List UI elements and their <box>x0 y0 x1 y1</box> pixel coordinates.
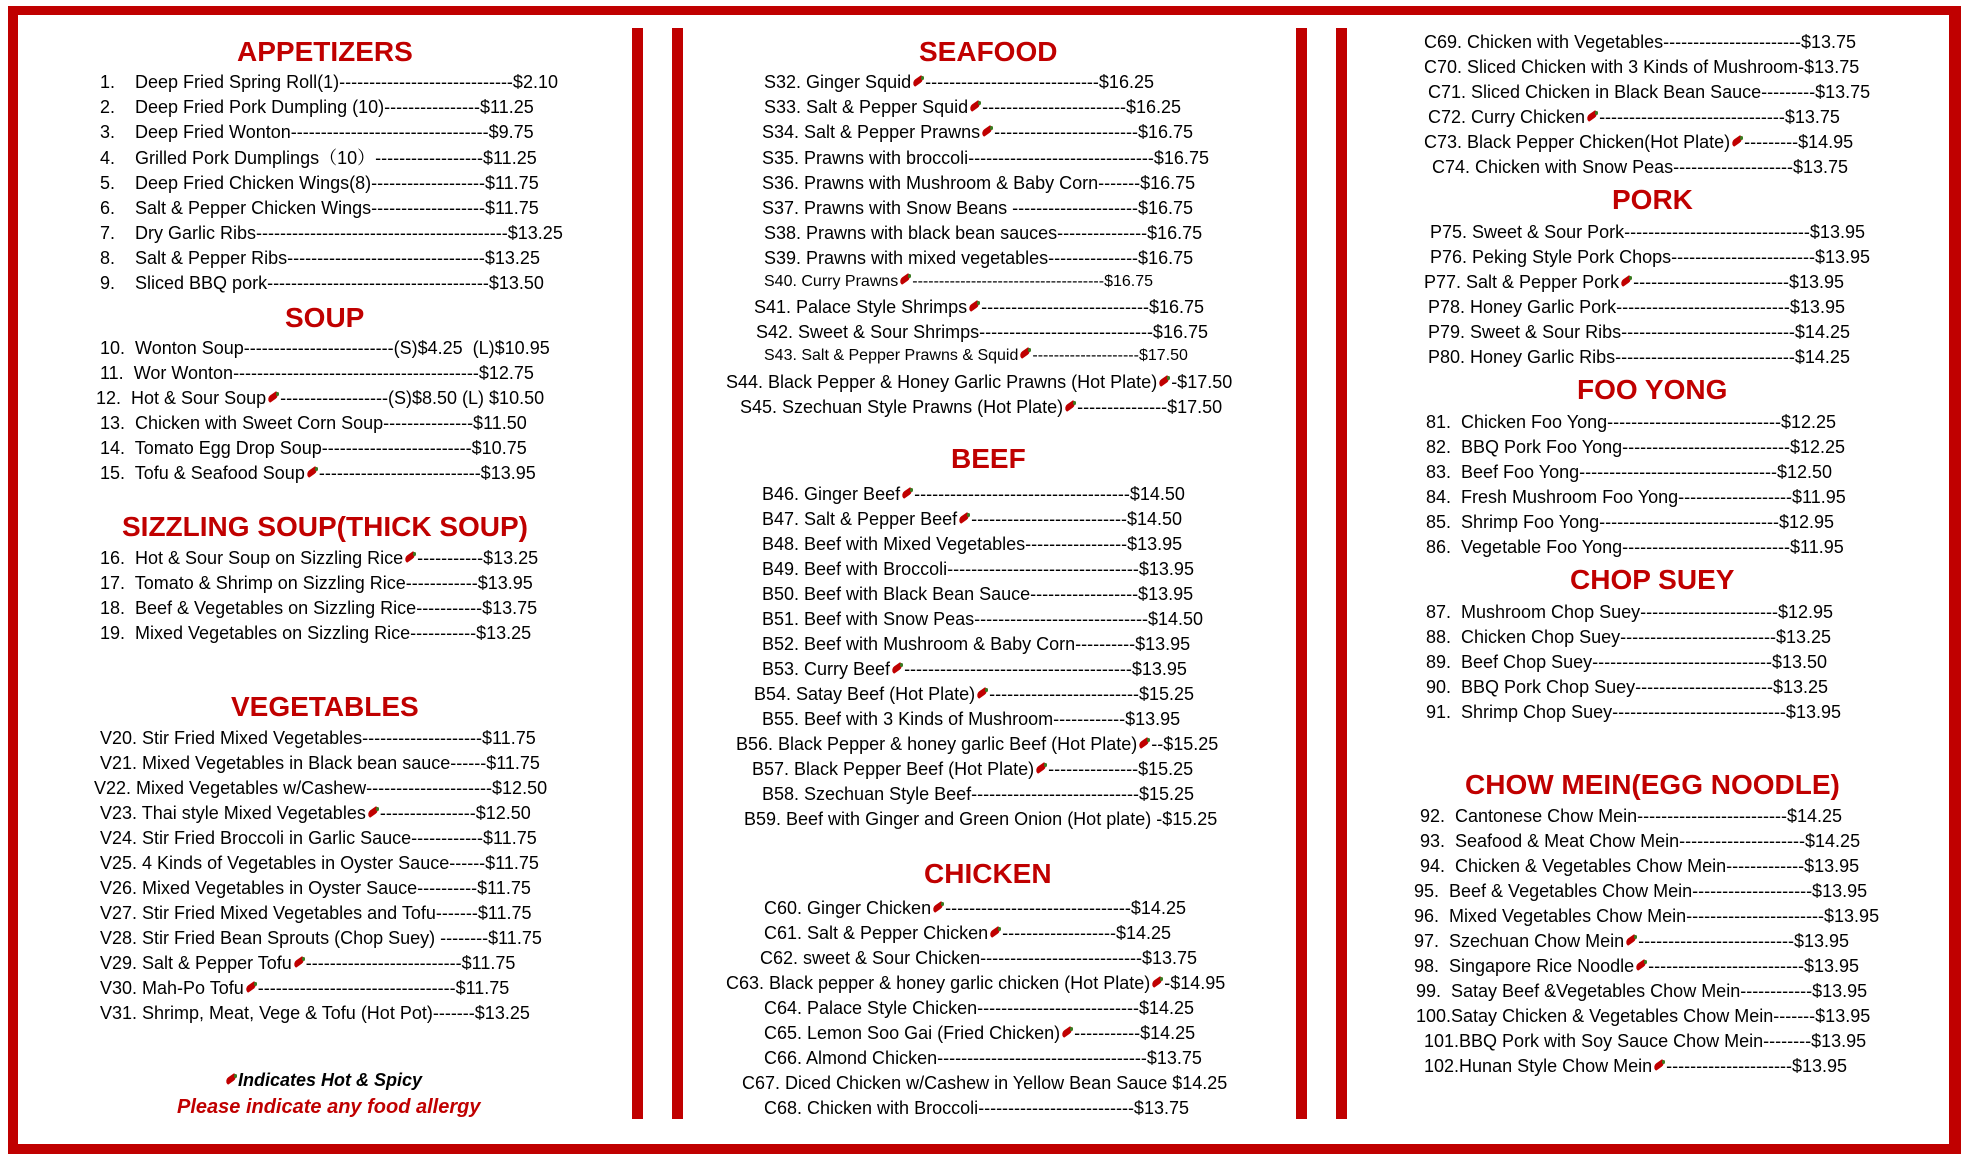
menu-item-text: 97. Szechuan Chow Mein <box>1414 931 1625 951</box>
menu-item-price: -----------$14.25 <box>1074 1023 1196 1043</box>
menu-item-text: V21. Mixed Vegetables in Black bean sauce------$11.75 <box>100 753 540 773</box>
menu-item <box>1416 982 1867 1000</box>
menu-item-text: 94. Chicken & Vegetables Chow Mein-------------$13.95 <box>1420 856 1860 876</box>
menu-item-text: C68. Chicken with Broccoli--------------------------$13.75 <box>764 1098 1189 1118</box>
menu-item-text: C60. Ginger Chicken <box>764 898 932 918</box>
menu-item <box>100 574 533 592</box>
menu-item <box>754 298 1204 316</box>
menu-item-text: P78. Honey Garlic Pork-----------------------------$13.95 <box>1428 297 1845 317</box>
menu-item-price: ------------------------$16.75 <box>994 122 1194 142</box>
menu-item-text: 1. Deep Fried Spring Roll(1)-----------------------------$2.10 <box>100 72 558 92</box>
chili-pepper-icon <box>1586 111 1599 123</box>
menu-item <box>94 779 547 797</box>
menu-item-price: --------------------$17.50 <box>1032 347 1188 364</box>
menu-item-text: C69. Chicken with Vegetables-----------------------$13.75 <box>1424 32 1857 52</box>
menu-item <box>100 754 540 772</box>
menu-item-text: 100.Satay Chicken & Vegetables Chow Mein-------$13.95 <box>1416 1006 1871 1026</box>
menu-item-price: --------------------------$11.75 <box>305 953 516 973</box>
menu-item <box>100 249 540 267</box>
menu-item-text: B59. Beef with Ginger and Green Onion (Hot plate) -$15.25 <box>744 809 1218 829</box>
menu-item-text: 91. Shrimp Chop Suey-----------------------------$13.95 <box>1426 702 1841 722</box>
menu-item <box>100 98 534 116</box>
menu-item-text: 96. Mixed Vegetables Chow Mein-----------------------$13.95 <box>1414 906 1880 926</box>
menu-item <box>100 549 538 567</box>
menu-item-text: 102.Hunan Style Chow Mein <box>1424 1056 1653 1076</box>
menu-item-price: ---------------------------------$11.75 <box>257 978 510 998</box>
section-heading-pork: PORK <box>1612 184 1693 215</box>
menu-item <box>1428 108 1840 126</box>
menu-item-price: ----------------------------$16.75 <box>981 297 1204 317</box>
menu-item <box>1426 513 1834 531</box>
menu-item <box>764 73 1154 91</box>
menu-item-price: -------------------------------$14.25 <box>945 898 1186 918</box>
menu-item-price: --------------------------------------$13.95 <box>904 659 1187 679</box>
menu-item <box>100 123 534 141</box>
chili-pepper-icon <box>899 274 912 286</box>
menu-item-text: 90. BBQ Pork Chop Suey-----------------------$13.25 <box>1426 677 1829 697</box>
chili-pepper-icon <box>306 467 319 479</box>
menu-item <box>1426 678 1828 696</box>
menu-item <box>762 199 1193 217</box>
menu-item <box>1426 438 1845 456</box>
menu-item-text: 89. Beef Chop Suey------------------------------$13.50 <box>1426 652 1827 672</box>
chili-pepper-icon <box>1064 401 1077 413</box>
menu-item-text: 85. Shrimp Foo Yong------------------------------$12.95 <box>1426 512 1834 532</box>
menu-item-text: S38. Prawns with black bean sauces---------------$16.75 <box>764 223 1203 243</box>
spicy-legend <box>224 1070 422 1091</box>
menu-item-text: B50. Beef with Black Bean Sauce------------------$13.95 <box>762 584 1194 604</box>
section-heading-seafood: SEAFOOD <box>919 36 1058 67</box>
menu-item-text: V20. Stir Fried Mixed Vegetables--------------------$11.75 <box>100 728 536 748</box>
chili-pepper-icon <box>1019 348 1032 360</box>
chili-pepper-icon <box>891 663 904 675</box>
menu-item <box>100 829 537 847</box>
menu-item-text: 88. Chicken Chop Suey--------------------------$13.25 <box>1426 627 1832 647</box>
menu-item-text: V28. Stir Fried Bean Sprouts (Chop Suey) --------$11.75 <box>100 928 542 948</box>
menu-item-text: 4. Grilled Pork Dumplings（10）------------------$11.25 <box>100 148 537 168</box>
menu-item <box>100 364 534 382</box>
menu-item <box>762 535 1182 553</box>
menu-item <box>1424 1057 1847 1075</box>
menu-item <box>764 224 1202 242</box>
menu-item <box>762 785 1194 803</box>
menu-item-price: ---------------------------$13.95 <box>318 463 536 483</box>
menu-item-text: V26. Mixed Vegetables in Oyster Sauce----------$11.75 <box>100 878 531 898</box>
chili-pepper-icon <box>404 552 417 564</box>
menu-item <box>762 123 1193 141</box>
menu-item-text: V31. Shrimp, Meat, Vege & Tofu (Hot Pot)-------$13.25 <box>100 1003 530 1023</box>
section-heading-appetizers: APPETIZERS <box>237 36 413 67</box>
menu-item <box>1414 932 1849 950</box>
menu-item-text: C72. Curry Chicken <box>1428 107 1586 127</box>
menu-item-text: 99. Satay Beef &Vegetables Chow Mein------------$13.95 <box>1416 981 1868 1001</box>
menu-item <box>100 464 536 482</box>
menu-item <box>726 974 1225 992</box>
menu-item <box>1424 273 1844 291</box>
menu-item-text: 95. Beef & Vegetables Chow Mein--------------------$13.95 <box>1414 881 1868 901</box>
chili-pepper-icon <box>1635 960 1648 972</box>
column-divider <box>672 28 683 1119</box>
menu-item <box>100 624 531 642</box>
section-heading-vegetables: VEGETABLES <box>231 691 419 722</box>
menu-item-text: 15. Tofu & Seafood Soup <box>100 463 305 483</box>
menu-item <box>740 398 1222 416</box>
menu-item <box>100 73 558 91</box>
menu-item <box>100 929 542 947</box>
menu-item-price: ------------------(S)$8.50 (L) $10.50 <box>280 388 545 408</box>
menu-item-price: ---------$14.95 <box>1744 132 1854 152</box>
menu-item-text: S44. Black Pepper & Honey Garlic Prawns (Hot Plate) <box>726 372 1158 392</box>
menu-item <box>764 924 1171 942</box>
menu-item-text: 84. Fresh Mushroom Foo Yong-------------------$11.95 <box>1426 487 1846 507</box>
menu-item-text: B56. Black Pepper & honey garlic Beef (Hot Plate) <box>736 734 1138 754</box>
menu-item <box>1432 158 1848 176</box>
section-heading-beef: BEEF <box>951 443 1026 474</box>
menu-item <box>764 249 1193 267</box>
menu-item-text: 82. BBQ Pork Foo Yong----------------------------$12.25 <box>1426 437 1846 457</box>
menu-item <box>1424 58 1859 76</box>
menu-item-price: -----------$13.25 <box>417 548 539 568</box>
menu-item-price: -----------------------------$16.25 <box>925 72 1154 92</box>
menu-item-text: 17. Tomato & Shrimp on Sizzling Rice------------$13.95 <box>100 573 533 593</box>
menu-item <box>100 979 509 997</box>
menu-item-text: S36. Prawns with Mushroom & Baby Corn-------$16.75 <box>762 173 1196 193</box>
menu-item-text: V30. Mah-Po Tofu <box>100 978 244 998</box>
menu-item <box>1426 703 1841 721</box>
menu-item <box>100 879 531 897</box>
menu-item <box>764 1049 1202 1067</box>
chili-pepper-icon <box>989 927 1002 939</box>
menu-item <box>1424 1032 1866 1050</box>
menu-item-text: B55. Beef with 3 Kinds of Mushroom------------$13.95 <box>762 709 1181 729</box>
menu-item-text: C65. Lemon Soo Gai (Fried Chicken) <box>764 1023 1061 1043</box>
chili-pepper-icon <box>293 957 306 969</box>
menu-item-text: 87. Mushroom Chop Suey-----------------------$12.95 <box>1426 602 1834 622</box>
menu-item-text: C73. Black Pepper Chicken(Hot Plate) <box>1424 132 1731 152</box>
menu-item-text: 9. Sliced BBQ pork-------------------------------------$13.50 <box>100 273 544 293</box>
chili-pepper-icon <box>245 982 258 994</box>
section-heading-foo-yong: FOO YONG <box>1577 374 1728 405</box>
menu-item-text: 98. Singapore Rice Noodle <box>1414 956 1635 976</box>
menu-item <box>1414 957 1859 975</box>
menu-item-text: 83. Beef Foo Yong---------------------------------$12.50 <box>1426 462 1832 482</box>
menu-item <box>1426 538 1844 556</box>
menu-item <box>1428 298 1845 316</box>
column-divider <box>1296 28 1307 1119</box>
menu-item <box>100 199 539 217</box>
section-heading-sizzling: SIZZLING SOUP(THICK SOUP) <box>122 511 528 542</box>
menu-item <box>100 729 536 747</box>
menu-item <box>1420 807 1842 825</box>
section-heading-chop-suey: CHOP SUEY <box>1570 564 1735 595</box>
chili-pepper-icon <box>1653 1060 1666 1072</box>
menu-item <box>754 685 1194 703</box>
menu-item-price: ---------------$17.50 <box>1077 397 1223 417</box>
menu-item-text: 101.BBQ Pork with Soy Sauce Chow Mein--------$13.95 <box>1424 1031 1867 1051</box>
chili-pepper-icon <box>958 513 971 525</box>
menu-item <box>1426 628 1831 646</box>
menu-item-text: B52. Beef with Mushroom & Baby Corn----------$13.95 <box>762 634 1191 654</box>
menu-item-text: B47. Salt & Pepper Beef <box>762 509 958 529</box>
menu-item-text: C63. Black pepper & honey garlic chicken (Hot Plate) <box>726 973 1151 993</box>
menu-item-text: 8. Salt & Pepper Ribs---------------------------------$13.25 <box>100 248 540 268</box>
section-heading-chow-mein: CHOW MEIN(EGG NOODLE) <box>1465 769 1840 800</box>
menu-item-text: S34. Salt & Pepper Prawns <box>762 122 981 142</box>
menu-item-text: 86. Vegetable Foo Yong----------------------------$11.95 <box>1426 537 1844 557</box>
menu-item-price: ------------------------------------$16.75 <box>912 273 1154 290</box>
menu-item-text: B49. Beef with Broccoli--------------------------------$13.95 <box>762 559 1194 579</box>
menu-item-text: 93. Seafood & Meat Chow Mein---------------------$14.25 <box>1420 831 1861 851</box>
menu-item <box>756 323 1208 341</box>
menu-item-price: -$14.95 <box>1164 973 1226 993</box>
menu-item <box>762 485 1185 503</box>
menu-item <box>1426 653 1827 671</box>
chili-pepper-icon <box>901 488 914 500</box>
menu-item-text: 11. Wor Wonton-----------------------------------------$12.75 <box>100 363 534 383</box>
menu-item-text: C61. Salt & Pepper Chicken <box>764 923 989 943</box>
menu-item <box>1420 857 1859 875</box>
menu-item <box>1414 882 1867 900</box>
menu-item <box>100 954 515 972</box>
menu-item-text: S42. Sweet & Sour Shrimps-----------------------------$16.75 <box>756 322 1208 342</box>
chili-pepper-icon <box>1158 376 1171 388</box>
menu-item-text: C62. sweet & Sour Chicken---------------------------$13.75 <box>760 948 1198 968</box>
chili-pepper-icon <box>1620 276 1633 288</box>
chili-pepper-icon <box>912 76 925 88</box>
menu-item-price: ------------------------------------$14.50 <box>914 484 1185 504</box>
menu-item-text: S45. Szechuan Style Prawns (Hot Plate) <box>740 397 1064 417</box>
menu-item-text: P75. Sweet & Sour Pork-------------------------------$13.95 <box>1430 222 1865 242</box>
menu-item-text: V22. Mixed Vegetables w/Cashew---------------------$12.50 <box>94 778 548 798</box>
menu-item-price: --------------------------$13.95 <box>1648 956 1860 976</box>
menu-item <box>762 610 1203 628</box>
menu-item-price: ------------------------$16.25 <box>982 97 1182 117</box>
menu-item-text: 3. Deep Fried Wonton---------------------------------$9.75 <box>100 122 534 142</box>
menu-item <box>1426 413 1836 431</box>
menu-item <box>100 854 539 872</box>
menu-item-text: 5. Deep Fried Chicken Wings(8)-------------------$11.75 <box>100 173 539 193</box>
menu-item-text: P79. Sweet & Sour Ribs-----------------------------$14.25 <box>1428 322 1850 342</box>
menu-item-price: ----------------$12.50 <box>379 803 531 823</box>
menu-item-text: 10. Wonton Soup-------------------------(S)$4.25 (L)$10.95 <box>100 338 550 358</box>
menu-item-text: 13. Chicken with Sweet Corn Soup---------------$11.50 <box>100 413 527 433</box>
menu-item-price: -------------------------------$13.75 <box>1599 107 1840 127</box>
menu-item-price: -------------------$14.25 <box>1002 923 1172 943</box>
menu-item-text: S40. Curry Prawns <box>764 273 899 290</box>
menu-item <box>726 373 1232 391</box>
spicy-legend-text: Indicates Hot & Spicy <box>238 1070 423 1090</box>
menu-item <box>736 735 1218 753</box>
menu-item-text: B54. Satay Beef (Hot Plate) <box>754 684 976 704</box>
chili-pepper-icon <box>976 688 989 700</box>
menu-item <box>100 804 531 822</box>
menu-item <box>1424 33 1856 51</box>
menu-item <box>100 224 563 242</box>
menu-item <box>762 710 1180 728</box>
menu-item-text: 14. Tomato Egg Drop Soup-------------------------$10.75 <box>100 438 527 458</box>
chili-pepper-icon <box>225 1074 238 1086</box>
menu-item <box>1428 323 1850 341</box>
chili-pepper-icon <box>969 101 982 113</box>
menu-item-text: 92. Cantonese Chow Mein-------------------------$14.25 <box>1420 806 1843 826</box>
menu-item <box>100 414 527 432</box>
menu-item <box>100 149 537 167</box>
menu-item-text: 16. Hot & Sour Soup on Sizzling Rice <box>100 548 404 568</box>
menu-item-text: S32. Ginger Squid <box>764 72 912 92</box>
menu-item <box>100 904 532 922</box>
menu-item <box>742 1074 1227 1092</box>
menu-item-text: B46. Ginger Beef <box>762 484 901 504</box>
menu-item <box>1426 488 1846 506</box>
chili-pepper-icon <box>968 301 981 313</box>
menu-item-text: P77. Salt & Pepper Pork <box>1424 272 1620 292</box>
menu-item <box>1414 907 1879 925</box>
menu-item-text: 2. Deep Fried Pork Dumpling (10)----------------$11.25 <box>100 97 534 117</box>
chili-pepper-icon <box>1625 935 1638 947</box>
menu-item-text: P80. Honey Garlic Ribs------------------------------$14.25 <box>1428 347 1850 367</box>
menu-item-price: --$15.25 <box>1151 734 1219 754</box>
menu-item <box>762 660 1187 678</box>
section-heading-chicken: CHICKEN <box>924 858 1052 889</box>
menu-item-text: C71. Sliced Chicken in Black Bean Sauce---------$13.75 <box>1428 82 1871 102</box>
menu-item <box>96 389 544 407</box>
menu-item <box>760 949 1197 967</box>
menu-item <box>762 560 1194 578</box>
column-divider <box>632 28 643 1119</box>
chili-pepper-icon <box>1061 1027 1074 1039</box>
chili-pepper-icon <box>367 807 380 819</box>
menu-item-text: 19. Mixed Vegetables on Sizzling Rice-----------$13.25 <box>100 623 532 643</box>
menu-item-text: S43. Salt & Pepper Prawns & Squid <box>764 347 1019 364</box>
menu-item-text: V27. Stir Fried Mixed Vegetables and Tofu-------$11.75 <box>100 903 532 923</box>
menu-item-text: C67. Diced Chicken w/Cashew in Yellow Bean Sauce $14.25 <box>742 1073 1228 1093</box>
menu-item <box>764 274 1153 290</box>
menu-item <box>764 1099 1189 1117</box>
menu-item-text: C66. Almond Chicken-----------------------------------$13.75 <box>764 1048 1202 1068</box>
menu-item-text: V23. Thai style Mixed Vegetables <box>100 803 366 823</box>
menu-item-text: V29. Salt & Pepper Tofu <box>100 953 292 973</box>
menu-item-text: S37. Prawns with Snow Beans ---------------------$16.75 <box>762 198 1194 218</box>
menu-item <box>764 1024 1195 1042</box>
menu-item <box>1426 463 1832 481</box>
column-divider <box>1336 28 1347 1119</box>
menu-item-text: C64. Palace Style Chicken---------------------------$14.25 <box>764 998 1195 1018</box>
menu-item <box>100 599 537 617</box>
menu-item-text: B53. Curry Beef <box>762 659 891 679</box>
menu-item <box>762 510 1182 528</box>
menu-item <box>764 348 1188 364</box>
menu-item-text: 81. Chicken Foo Yong-----------------------------$12.25 <box>1426 412 1837 432</box>
menu-item <box>1420 832 1860 850</box>
menu-item-text: 18. Beef & Vegetables on Sizzling Rice-----------$13.75 <box>100 598 538 618</box>
menu-item <box>100 439 527 457</box>
menu-item <box>752 760 1193 778</box>
menu-item-text: S33. Salt & Pepper Squid <box>764 97 969 117</box>
menu-item <box>100 1004 530 1022</box>
chili-pepper-icon <box>1138 738 1151 750</box>
menu-item-price: --------------------------$13.95 <box>1638 931 1850 951</box>
menu-item <box>1428 348 1850 366</box>
menu-item-price: -------------------------$15.25 <box>989 684 1195 704</box>
chili-pepper-icon <box>981 126 994 138</box>
menu-item-text: S41. Palace Style Shrimps <box>754 297 968 317</box>
menu-item-text: S39. Prawns with mixed vegetables---------------$16.75 <box>764 248 1194 268</box>
menu-item-text: C70. Sliced Chicken with 3 Kinds of Mushroom-$13.75 <box>1424 57 1860 77</box>
menu-item-text: 12. Hot & Sour Soup <box>96 388 267 408</box>
menu-item-text: B58. Szechuan Style Beef----------------------------$15.25 <box>762 784 1195 804</box>
menu-item <box>100 174 539 192</box>
menu-item <box>762 149 1209 167</box>
menu-item <box>762 635 1190 653</box>
menu-item-text: B51. Beef with Snow Peas-----------------------------$14.50 <box>762 609 1204 629</box>
menu-item <box>762 585 1193 603</box>
chili-pepper-icon <box>267 392 280 404</box>
menu-item-text: V25. 4 Kinds of Vegetables in Oyster Sauce------$11.75 <box>100 853 539 873</box>
menu-item <box>1430 223 1865 241</box>
menu-item <box>1430 248 1870 266</box>
menu-item-text: 7. Dry Garlic Ribs------------------------------------------$13.25 <box>100 223 563 243</box>
menu-item <box>1428 83 1870 101</box>
menu-item-price: -$17.50 <box>1171 372 1233 392</box>
menu-item <box>1416 1007 1870 1025</box>
menu-item-text: C74. Chicken with Snow Peas--------------------$13.75 <box>1432 157 1849 177</box>
menu-item-price: --------------------------$14.50 <box>971 509 1183 529</box>
menu-item <box>764 999 1194 1017</box>
menu-item-text: V24. Stir Fried Broccoli in Garlic Sauce------------$11.75 <box>100 828 537 848</box>
menu-item-text: S35. Prawns with broccoli-------------------------------$16.75 <box>762 148 1209 168</box>
menu-item <box>1426 603 1833 621</box>
menu-item-text: 6. Salt & Pepper Chicken Wings-------------------$11.75 <box>100 198 539 218</box>
menu-item <box>764 98 1181 116</box>
menu-item <box>762 174 1195 192</box>
menu-item-text: P76. Peking Style Pork Chops------------------------$13.95 <box>1430 247 1871 267</box>
chili-pepper-icon <box>1731 136 1744 148</box>
menu-item-price: --------------------------$13.95 <box>1633 272 1845 292</box>
menu-item-price: ---------------------$13.95 <box>1666 1056 1848 1076</box>
chili-pepper-icon <box>1035 763 1048 775</box>
section-heading-soup: SOUP <box>285 302 365 333</box>
chili-pepper-icon <box>1151 977 1164 989</box>
menu-item <box>764 899 1186 917</box>
menu-item-text: B48. Beef with Mixed Vegetables-----------------$13.95 <box>762 534 1183 554</box>
menu-item <box>100 339 550 357</box>
menu-item-text: B57. Black Pepper Beef (Hot Plate) <box>752 759 1035 779</box>
menu-item <box>100 274 544 292</box>
menu-item-price: ---------------$15.25 <box>1048 759 1194 779</box>
menu-item <box>744 810 1217 828</box>
allergy-note: Please indicate any food allergy <box>177 1096 481 1118</box>
chili-pepper-icon <box>932 902 945 914</box>
menu-item <box>1424 133 1853 151</box>
